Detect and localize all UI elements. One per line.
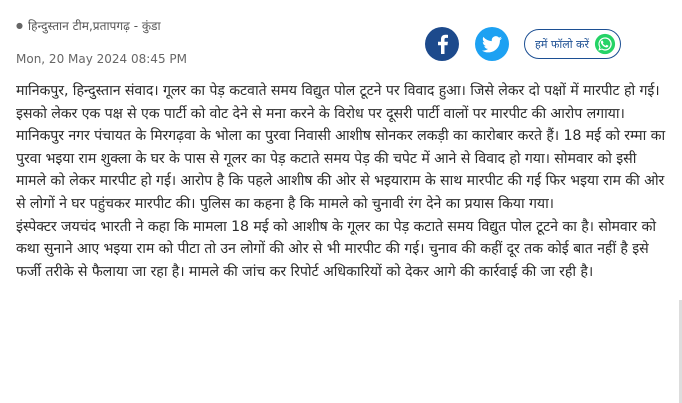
follow-us-button[interactable] xyxy=(524,29,621,59)
byline-source: हिन्दुस्तान टीम,प्रतापगढ़ - कुंडा xyxy=(27,19,161,33)
facebook-share-button[interactable] xyxy=(425,27,459,61)
article-paragraph: मानिकपुर, हिन्दुस्तान संवाद। गूलर का पेड़ कटवाते समय विद्युत पोल टूटने पर विवाद हुआ। जिसे लेकर दो पक्षों में मारपीट हो गई। इसको लेकर एक पक्ष से एक पार्टी को वोट देने से मना करने के विरोध पर दूसरी पार्टी वालों पर मारपीट की आरोप लगाया। xyxy=(16,83,660,122)
byline xyxy=(16,17,161,34)
article-paragraph: मानिकपुर नगर पंचायत के मिरगढ़वा के भोला का पुरवा निवासी आशीष सोनकर लकड़ी का कारोबार करते हैं। 18 मई को रम्मा का पुरवा भइया राम शुक्ला के घर के पास से गूलर का पेड़ कटाते समय पेड़ की चपेट में आने से विवाद हो गया। सोमवार को इसी मामले को लेकर मारपीट हो गई। आरोप है कि पहले आशीष की ओर से भइयाराम के साथ मारपीट की गई फिर भइया राम की ओर से लोगों ने घर पहुंचकर मारपीट की। पुलिस का कहना है कि मामले को चुनावी रंग देने का प्रयास किया गया। xyxy=(16,128,666,212)
twitter-icon xyxy=(482,36,502,53)
publish-timestamp: Mon, 20 May 2024 08:45 PM xyxy=(16,52,187,66)
bullet-icon: ● xyxy=(16,21,23,30)
article-body xyxy=(16,80,666,283)
whatsapp-icon xyxy=(594,33,616,55)
twitter-share-button[interactable] xyxy=(475,27,509,61)
facebook-icon xyxy=(434,34,450,54)
follow-label: हमें फॉलो करें xyxy=(535,37,589,51)
article-paragraph: इंस्पेक्टर जयचंद भारती ने कहा कि मामला 18 मई को आशीष के गूलर का पेड़ कटाते समय विद्युत पोल टूटने का है। सोमवार को कथा सुनाने आए भइया राम को पीटा तो उन लोगों की ओर से भी मारपीट की गई। चुनाव की कहीं दूर तक कोई बात नहीं है इसे फर्जी तरीके से फैलाया जा रहा है। मामले की जांच कर रिपोर्ट अधिकारियों को देकर आगे की कार्रवाई की जा रही है। xyxy=(16,218,656,280)
share-bar xyxy=(425,27,621,61)
